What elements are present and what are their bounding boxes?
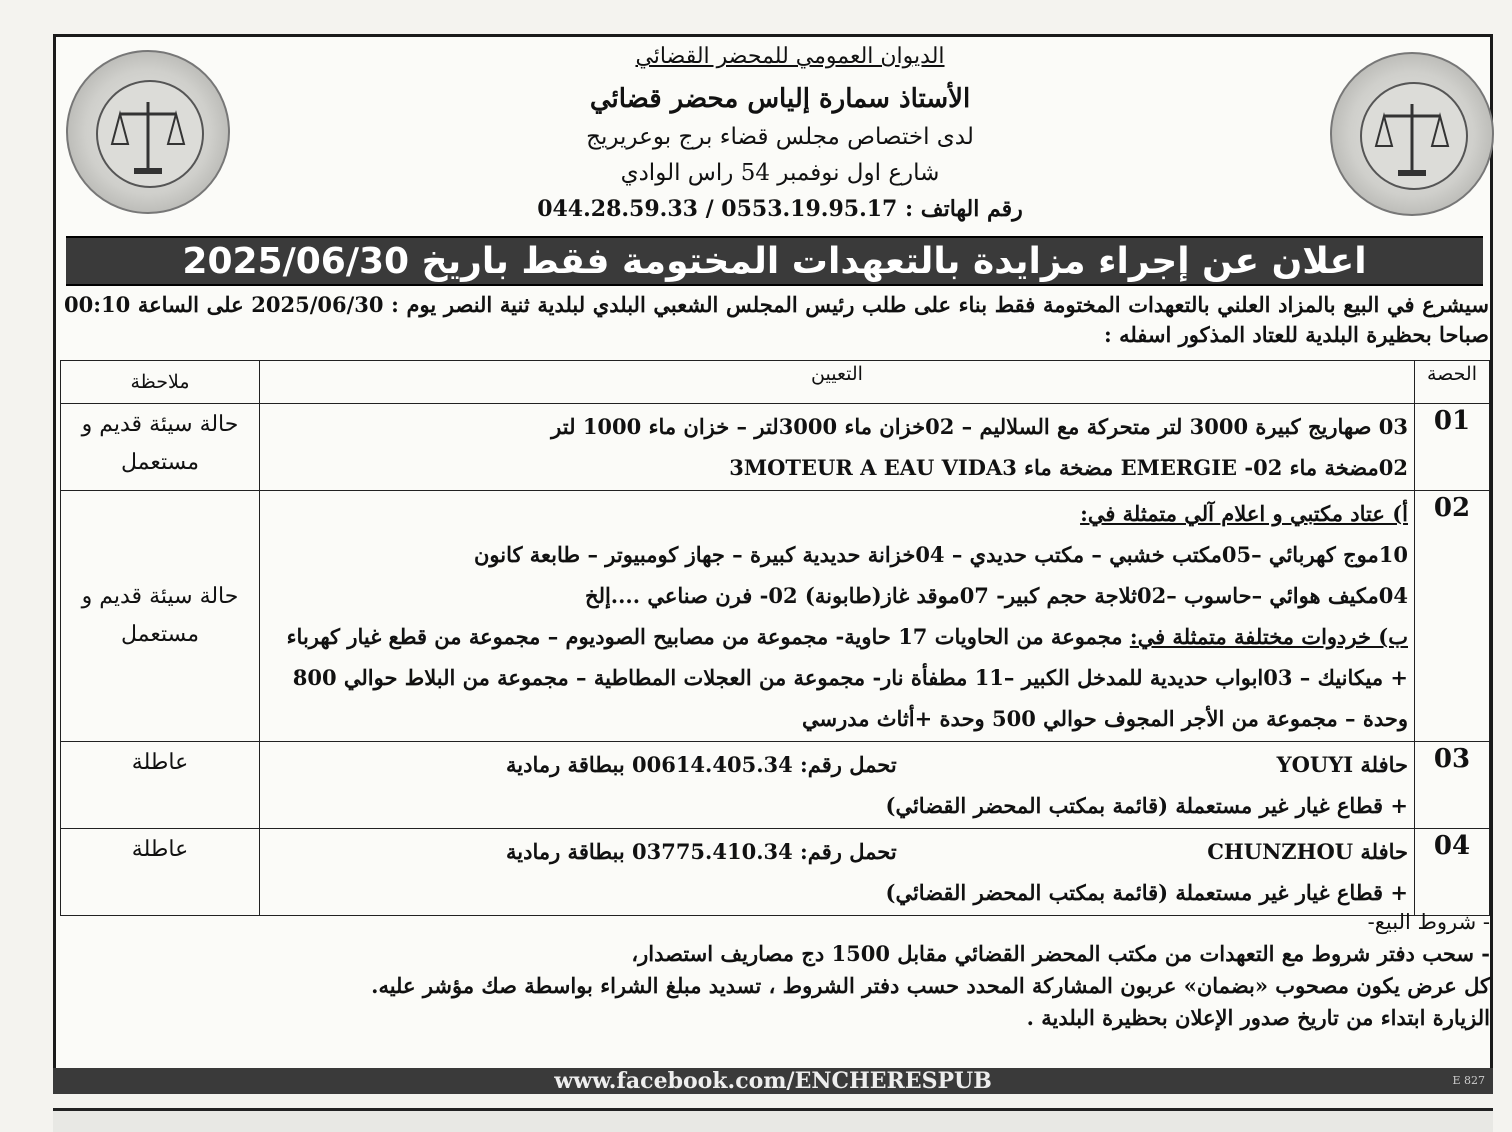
designation-line: مجموعة من الحاويات 17 حاوية- مجموعة من مصابيح الصوديوم – مجموعة من قطع غيار كهرباء + ميكانيك – 03ابواب حديدية للمدخل الكبير –11 مطفأة نار- مجموعة من العجلات المطاطية – مجموعة من البلاط حوالي 800 وحدة – مجموعة من الأجر المجوف حوالي 500 وحدة +أثاث مدرسي	[286, 624, 1408, 731]
lot-note: حالة سيئة قديم و مستعمل	[61, 491, 260, 742]
header-lot: الحصة	[1415, 361, 1490, 404]
designation-text	[266, 616, 1408, 739]
auction-banner: اعلان عن إجراء مزايدة بالتعهدات المختومة فقط باريخ 2025/06/30	[66, 236, 1483, 286]
lot-number: 01	[1415, 404, 1490, 491]
footer-url[interactable]: www.facebook.com/ENCHERESPUB	[554, 1068, 992, 1094]
footer-ref: E 827	[1452, 1074, 1485, 1087]
condition-item: كل عرض يكون مصحوب «بضمان» عربون المشاركة المحدد حسب دفتر الشروط ، تسديد مبلغ الشراء بواسطة صك مؤشر عليه.	[371, 973, 1490, 998]
section-heading: ب) خردوات مختلفة متمثلة في:	[1129, 624, 1408, 649]
table-header-row	[61, 361, 1490, 404]
section-heading: أ) عتاد مكتبي و اعلام آلي متمثلة في:	[1080, 501, 1408, 526]
designation-line: 03 صهاريج كبيرة 3000 لتر متحركة مع السلاليم – 02خزان ماء 3000لتر – خزان ماء 1000 لتر	[551, 414, 1408, 439]
condition-item: - سحب دفتر شروط مع التعهدات من مكتب المحضر القضائي مقابل 1500 دج مصاريف استصدار،	[631, 941, 1490, 966]
jurisdiction: لدى اختصاص مجلس قضاء برج بوعريريج	[586, 124, 974, 150]
lot-number: 04	[1415, 829, 1490, 916]
lot-note: عاطلة	[61, 829, 260, 916]
lot-note: عاطلة	[61, 742, 260, 829]
condition-item: الزيارة ابتداء من تاريخ صدور الإعلان بحظيرة البلدية .	[1026, 1005, 1490, 1030]
table-row	[61, 491, 1490, 742]
intro-paragraph: سيشرع في البيع بالمزاد العلني بالتعهدات المختومة فقط بناء على طلب رئيس المجلس الشعبي البلدي لبلدية ثنية النصر يوم : 2025/06/30 على الساعة 00:10 صباحا بحظيرة البلدية للعتاد المذكور اسفله :	[64, 292, 1489, 347]
lot-designation	[260, 742, 1415, 829]
lot-designation	[260, 829, 1415, 916]
phone-line	[480, 196, 1080, 222]
designation-line: 04مكيف هوائي –حاسوب –02ثلاجة حجم كبير- 07موقد غاز(طابونة) 02- فرن صناعي ....إلخ	[585, 583, 1408, 608]
lot-number: 03	[1415, 742, 1490, 829]
phone-numbers: 044.28.59.33 / 0553.19.95.17	[537, 196, 898, 222]
designation-line: + قطاع غيار غير مستعملة (قائمة بمكتب المحضر القضائي)	[885, 793, 1408, 818]
vehicle-line	[266, 744, 1408, 785]
court-seal-icon	[66, 50, 230, 214]
lot-designation	[260, 491, 1415, 742]
table-row	[61, 829, 1490, 916]
conditions-title: - شروط البيع-	[1367, 910, 1490, 934]
vehicle-line	[266, 831, 1408, 872]
lot-number: 02	[1415, 491, 1490, 742]
designation-line: 02مضخة ماء 02- EMERGIE مضخة ماء 3MOTEUR A EAU VIDA3	[729, 455, 1408, 480]
vehicle-name: حافلة YOUYI	[1276, 752, 1408, 777]
designation-line: + قطاع غيار غير مستعملة (قائمة بمكتب المحضر القضائي)	[885, 880, 1408, 905]
lot-designation	[260, 404, 1415, 491]
phone-label: رقم الهاتف :	[905, 196, 1023, 222]
office-title: الديوان العمومي للمحضر القضائي	[635, 44, 945, 69]
court-seal-icon	[1330, 52, 1494, 216]
table-row	[61, 742, 1490, 829]
address: شارع اول نوفمبر 54 راس الوادي	[620, 160, 940, 186]
next-announcement-edge	[53, 1108, 1493, 1132]
designation-line: 10موج كهربائي –05مكتب خشبي – مكتب حديدي – 04خزانة حديدية كبيرة – جهاز كومبيوتر – طابعة كانون	[473, 542, 1408, 567]
header-designation: التعيين	[260, 361, 1415, 404]
lot-note: حالة سيئة قديم و مستعمل	[61, 404, 260, 491]
footer-bar	[53, 1068, 1493, 1094]
sale-conditions	[210, 906, 1490, 1034]
header-note: ملاحظة	[61, 361, 260, 404]
vehicle-plate: تحمل رقم: 00614.405.34 ببطاقة رمادية	[506, 752, 897, 777]
table-row	[61, 404, 1490, 491]
vehicle-name: حافلة CHUNZHOU	[1207, 839, 1408, 864]
lots-table	[60, 360, 1490, 916]
vehicle-plate: تحمل رقم: 03775.410.34 ببطاقة رمادية	[506, 839, 897, 864]
bailiff-name: الأستاذ سمارة إلياس محضر قضائي	[589, 84, 971, 114]
